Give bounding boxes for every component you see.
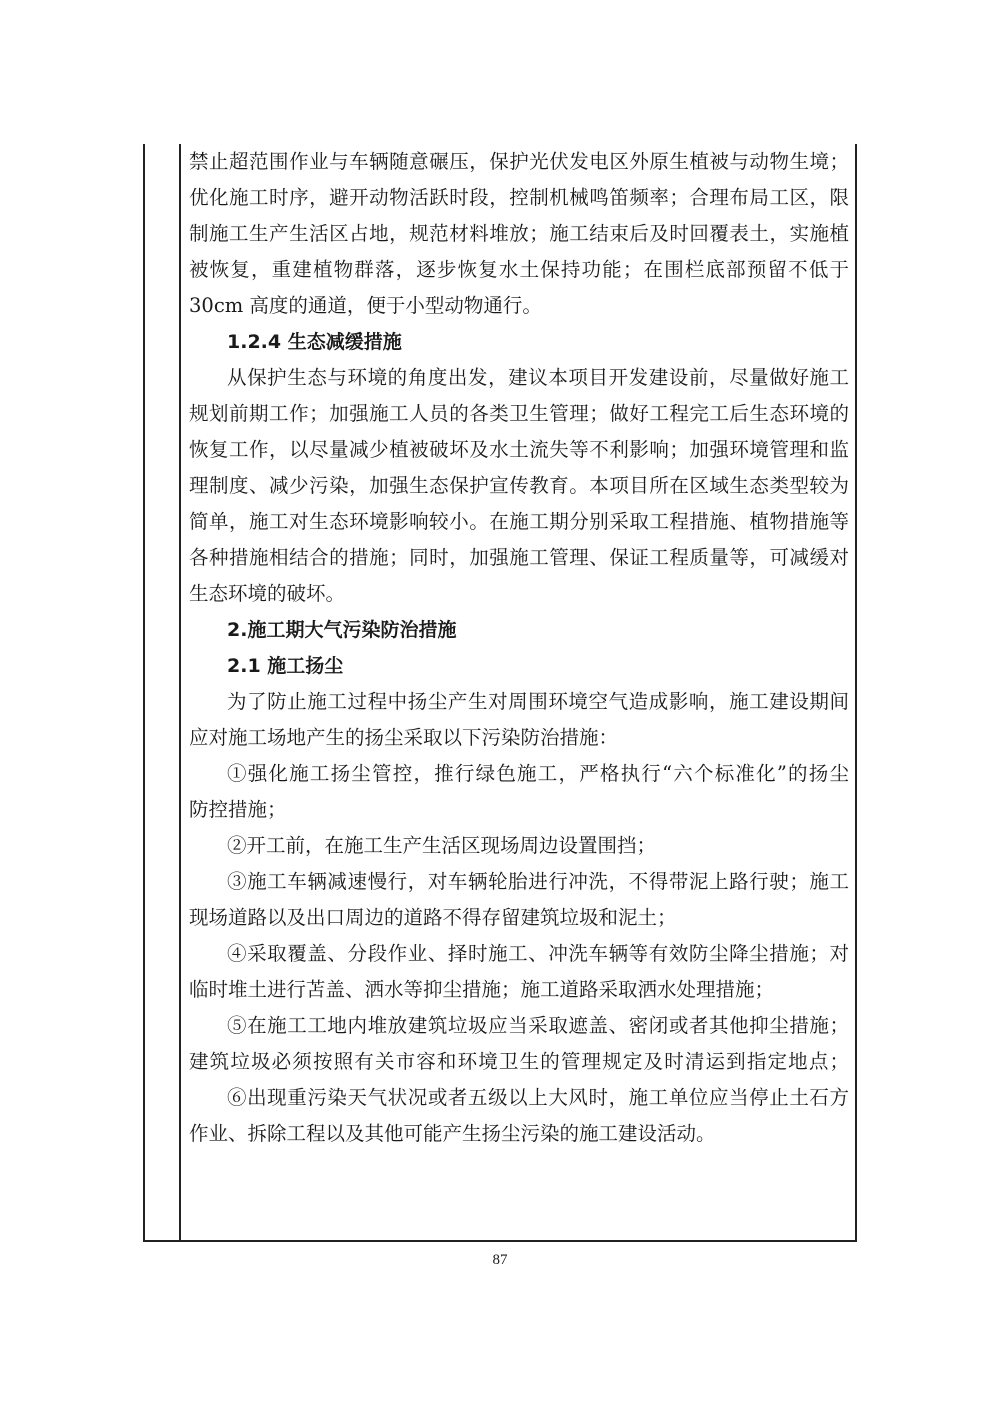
body-text-line: 各种措施相结合的措施；同时，加强施工管理、保证工程质量等，可减缓对 xyxy=(189,546,849,569)
body-text-line: ⑤在施工工地内堆放建筑垃圾应当采取遮盖、密闭或者其他抑尘措施； xyxy=(227,1014,849,1037)
body-text-line: 优化施工时序，避开动物活跃时段，控制机械鸣笛频率；合理布局工区，限 xyxy=(189,186,849,209)
body-text-line: 建筑垃圾必须按照有关市容和环境卫生的管理规定及时清运到指定地点； xyxy=(189,1050,849,1073)
body-text-line: 防控措施； xyxy=(189,798,287,821)
section-heading: 2.施工期大气污染防治措施 xyxy=(227,619,457,641)
body-text-line: 简单，施工对生态环境影响较小。在施工期分别采取工程措施、植物措施等 xyxy=(189,510,849,533)
body-text-line: ⑥出现重污染天气状况或者五级以上大风时，施工单位应当停止土石方 xyxy=(227,1086,849,1109)
body-text-line: 为了防止施工过程中扬尘产生对周围环境空气造成影响，施工建设期间 xyxy=(227,690,849,713)
body-text-line: 30cm 高度的通道，便于小型动物通行。 xyxy=(189,294,542,317)
body-text-line: 临时堆土进行苫盖、洒水等抑尘措施；施工道路采取洒水处理措施； xyxy=(189,978,775,1001)
body-text-line: 规划前期工作；加强施工人员的各类卫生管理；做好工程完工后生态环境的 xyxy=(189,402,849,425)
body-text-line: 从保护生态与环境的角度出发，建议本项目开发建设前，尽量做好施工 xyxy=(227,366,849,389)
body-text-line: ④采取覆盖、分段作业、择时施工、冲洗车辆等有效防尘降尘措施；对 xyxy=(227,942,849,965)
body-text-line: 作业、拆除工程以及其他可能产生扬尘污染的施工建设活动。 xyxy=(189,1122,716,1145)
table-column-divider xyxy=(179,144,181,1242)
body-text-line: 恢复工作，以尽量减少植被破坏及水土流失等不利影响；加强环境管理和监 xyxy=(189,438,849,461)
body-text-line: ③施工车辆减速慢行，对车辆轮胎进行冲洗，不得带泥上路行驶；施工 xyxy=(227,870,849,893)
body-text-line: 应对施工场地产生的扬尘采取以下污染防治措施： xyxy=(189,726,619,749)
body-text-line: 生态环境的破坏。 xyxy=(189,582,346,605)
body-text-line: ①强化施工扬尘管控，推行绿色施工，严格执行“六个标准化”的扬尘 xyxy=(227,762,849,785)
body-text-line: 被恢复，重建植物群落，逐步恢复水土保持功能；在围栏底部预留不低于 xyxy=(189,258,849,281)
body-text-line: 制施工生产生活区占地，规范材料堆放；施工结束后及时回覆表土，实施植 xyxy=(189,222,849,245)
body-text-line: 理制度、减少污染，加强生态保护宣传教育。本项目所在区域生态类型较为 xyxy=(189,474,849,497)
page-number: 87 xyxy=(492,1252,508,1268)
section-heading: 2.1 施工扬尘 xyxy=(227,655,344,677)
section-heading: 1.2.4 生态减缓措施 xyxy=(227,331,402,353)
body-text-line: ②开工前，在施工生产生活区现场周边设置围挡； xyxy=(227,834,657,857)
body-text-line: 禁止超范围作业与车辆随意碾压，保护光伏发电区外原生植被与动物生境； xyxy=(189,150,849,173)
body-text-line: 现场道路以及出口周边的道路不得存留建筑垃圾和泥土； xyxy=(189,906,677,929)
document-body xyxy=(189,150,849,1158)
